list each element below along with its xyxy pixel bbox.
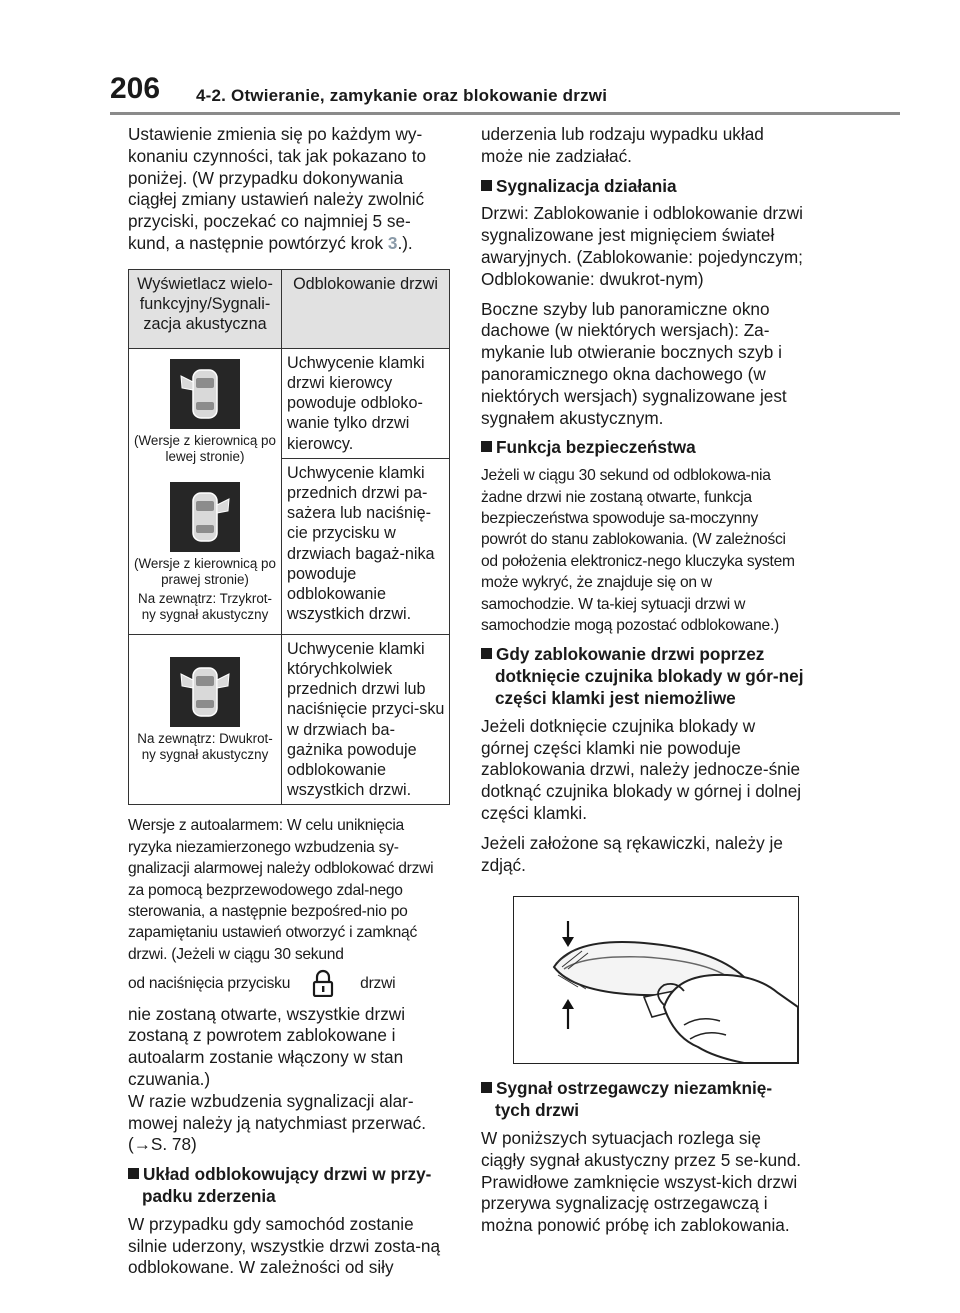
table-cell-passenger-unlock: Uchwycenie klamki przednich drzwi pa-sażera lub naciśnię-cie przycisku w drzwiach bagaż-nika powoduje odblokowanie wszystkich drzwi. [282,458,450,634]
signal-text-windows: Boczne szyby lub panoramiczne okno dachowe (w niektórych wersjach): Za-mykanie lub otwieranie bocznych szyb i panoramicznego okna dachowego (w niektórych wersjach) sygnalizowane jest sygnałem akustycznym. [481,298,787,428]
settings-table [128,269,450,806]
step-reference[interactable]: 3 [387,232,398,253]
chapter-title: 4-2. Otwieranie, zamykanie oraz blokowanie drzwi [196,86,608,105]
gloves-text: Jeżeli założone są rękawiczki, należy je zdjąć. [481,832,783,875]
right-column [481,124,805,1245]
car-both-doors-open-icon [170,657,240,727]
table-cell-icons-1 [129,348,282,634]
door-warning-heading: Sygnał ostrzegawczy niezamknię-tych drzwi [481,1078,805,1122]
table-header-display: Wyświetlacz wielo-funkcyjny/Sygnali-zacja akustyczna [129,269,282,348]
section-bullet-icon [481,1082,492,1093]
crash-unlock-heading: Układ odblokowujący drzwi w przy-padku zderzenia [128,1164,450,1208]
sensor-text: Jeżeli dotknięcie czujnika blokady w górnej części klamki nie powoduje zablokowania drzwi, należy jednocze-śnie dotknąć czujnika blokady w górnej i dolnej części klamki. [481,715,802,823]
table-header-unlock: Odblokowanie drzwi [282,269,450,348]
section-bullet-icon [128,1168,139,1179]
crash-unlock-text: W przypadku gdy samochód zostanie silnie uderzony, wszystkie drzwi zosta-ną odblokowane. W zależności od siły [128,1213,441,1278]
door-handle-illustration [513,896,799,1064]
alarm-note-button-line [128,969,450,1003]
car-driver-door-open-icon [170,359,240,429]
page-header [0,0,960,120]
door-warning-text: W poniższych sytuacjach rozlega się ciągły sygnał akustyczny przez 5 se-kund. Prawidłowe zamknięcie wszyst-kich drzwi przerywa sygnalizację ostrzegawczą i można ponowić próbę ich zablokowania. [481,1127,802,1236]
signal-heading: Sygnalizacja działania [481,176,805,198]
section-bullet-icon [481,648,492,659]
caption-triple-beep: Na zewnątrz: Trzykrot-ny sygnał akustyczny [138,590,272,623]
caption-left-hand-drive: (Wersje z kierownicą po lewej stronie) [134,432,276,465]
table-cell-driver-unlock: Uchwycenie klamki drzwi kierowcy powoduje odbloko-wanie tylko drzwi kierowcy. [282,348,450,458]
car-passenger-door-open-icon [170,482,240,552]
table-cell-any-door-unlock: Uchwycenie klamki którychkolwiek przednich drzwi lub naciśnięcie przyci-sku w drzwiach ba-gażnika powoduje odblokowanie wszystkich drzwi. [282,634,450,805]
padlock-icon [312,969,334,1003]
header-rule [110,112,900,115]
alarm-note-text-2: drzwi [360,975,396,993]
security-text: Jeżeli w ciągu 30 sekund od odblokowa-nia żadne drzwi nie zostaną otwarte, funkcja bezpieczeństwa spowoduje sa-moczynny powrót do stanu zablokowania. (W zależności od położenia elektronicz-nego kluczyka system może wykryć, że znajduje się on w samochodzie. W ta-kiej sytuacji drzwi w samochodzie mogą pozostać odblokowane.) [481,467,795,634]
table-cell-icons-2 [129,634,282,805]
page-number: 206 [110,72,161,105]
crash-unlock-text-cont: uderzenia lub rodzaju wypadku układ może nie zadziałać. [481,124,764,166]
left-column [128,124,450,1287]
intro-text: Ustawienie zmienia się po każdym wy-konaniu czynności, tak jak pokazano to poniżej. (W przypadku dokonywania ciągłej zmiany ustawień należy zwolnić przyciski, poczekać co najmniej 5 se-kund, a następnie powtórzyć krok [128,124,427,253]
section-bullet-icon [481,180,492,191]
sensor-heading: Gdy zablokowanie drzwi poprzez dotknięcie czujnika blokady w gór-nej części klamki jest niemożliwe [481,644,805,709]
signal-text-doors: Drzwi: Zablokowanie i odblokowanie drzwi sygnalizowane jest mignięciem świateł awaryjnych. (Zablokowanie: pojedynczym; Odblokowanie: dwukrot-nym) [481,203,803,289]
caption-right-hand-drive: (Wersje z kierownicą po prawej stronie) [134,555,276,588]
section-bullet-icon [481,441,492,452]
security-heading: Funkcja bezpieczeństwa [481,437,805,459]
alarm-note-text: od naciśnięcia przycisku [128,975,291,993]
alarm-stop-note: W razie wzbudzenia sygnalizacji alar-mowej należy ją natychmiast przerwać. (→S. 78) [128,1090,427,1155]
alarm-note: Wersje z autoalarmem: W celu uniknięcia ryzyka niezamierzonego wzbudzenia sy-gnalizacji alarmowej należy odblokować drzwi za pomocą bezprzewodowego zdal-nego sterowania, a następnie bezpośred-nio po zapamiętaniu ustawień otworzyć i zamknąć drzwi. (Jeżeli w ciągu 30 sekund [128,817,434,963]
intro-paragraph [128,124,450,255]
caption-double-beep: Na zewnątrz: Dwukrot-ny sygnał akustyczny [137,730,273,763]
alarm-note-cont: nie zostaną otwarte, wszystkie drzwi zostaną z powrotem zablokowane i autoalarm zostanie włączony w stan czuwania.) [128,1003,406,1090]
intro-text-end: .). [397,232,413,253]
